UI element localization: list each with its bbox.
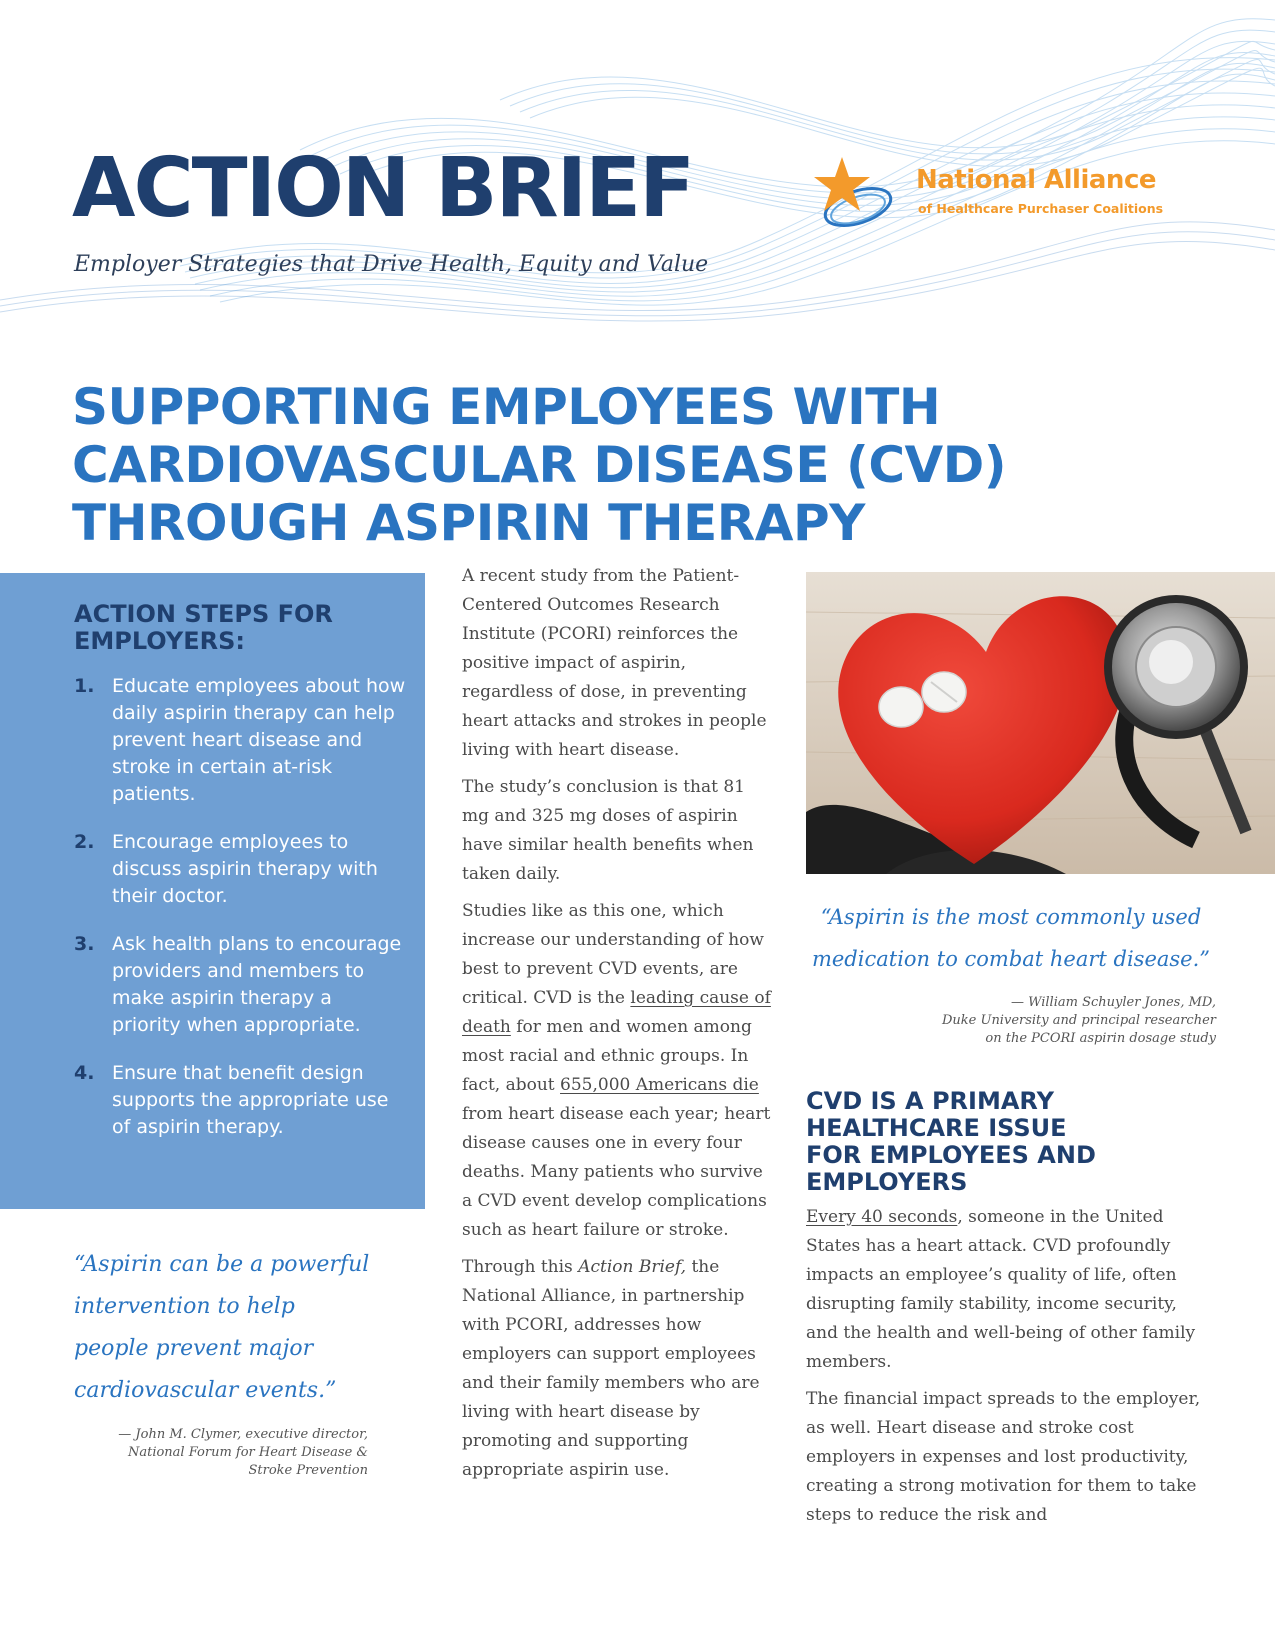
attribution-line: Stroke Prevention [248,1463,368,1478]
quote-line: intervention to help [74,1294,295,1319]
body-column-right [806,1203,1206,1538]
step-number: 3. [74,933,95,955]
pull-quote-text [806,896,1216,980]
quote-line: “Aspirin can be a powerful [74,1252,370,1277]
action-steps-title-line: ACTION STEPS FOR [74,600,333,628]
quote-line: people prevent major [74,1336,314,1361]
action-step [74,931,406,1039]
step-text: Ensure that benefit design supports the appropriate use of aspirin therapy. [112,1062,389,1138]
every-40-seconds-link[interactable]: Every 40 seconds [806,1207,958,1227]
quote-line: cardiovascular events.” [74,1378,337,1403]
action-steps-panel [0,573,425,1209]
text-run: Studies like as this one, which increase our understanding of how best to prevent CVD events, are critical. CVD is the [462,901,764,1008]
body-paragraph: A recent study from the Patient-Centered Outcomes Research Institute (PCORI) reinforces the positive impact of aspirin, regardless of dose, in preventing heart attacks and strokes in people living with heart disease. [462,566,767,760]
step-text: Encourage employees to discuss aspirin therapy with their doctor. [112,831,378,907]
heading-line: CVD IS A PRIMARY [806,1087,1054,1115]
attribution-line: — John M. Clymer, executive director, [118,1427,368,1442]
body-paragraph [806,1203,1206,1377]
heart-stethoscope-photo [806,572,1275,874]
action-step [74,829,406,910]
body-paragraph: The financial impact spreads to the employer, as well. Heart disease and stroke cost employers in expenses and lost productivity, creating a strong motivation for them to take steps to reduce the risk and [806,1389,1201,1525]
heading-line: EMPLOYERS [806,1168,968,1196]
headline-line: CARDIOVASCULAR DISEASE (CVD) [72,436,1007,494]
action-steps-title [74,601,333,655]
logo-subtitle: of Healthcare Purchaser Coalitions [918,201,1164,216]
cvd-issue-heading [806,1088,1206,1196]
brand-subtitle: Employer Strategies that Drive Health, Equity and Value [74,252,709,277]
step-number: 1. [74,675,95,697]
attribution-line: on the PCORI aspirin dosage study [985,1031,1216,1046]
pull-quote-jones [806,896,1216,1048]
text-run: for men and women among most racial and ethnic groups. In fact, about [462,1017,752,1095]
orange-star-swoosh-icon [812,155,896,235]
heading-line: FOR EMPLOYEES AND [806,1141,1096,1169]
headline-line: SUPPORTING EMPLOYEES WITH [72,378,941,436]
brand-title: ACTION BRIEF [72,141,694,236]
action-brief-emphasis: Action Brief, [578,1257,687,1277]
text-run: Through this [462,1257,579,1277]
step-text: Ask health plans to encourage providers and members to make aspirin therapy a priority when appropriate. [112,933,402,1036]
step-number: 2. [74,831,95,853]
body-paragraph [462,1253,772,1485]
headline-line: THROUGH ASPIRIN THERAPY [72,494,865,552]
attribution-line: Duke University and principal researcher [941,1013,1216,1028]
page-headline [72,378,1006,552]
step-text: Educate employees about how daily aspirin therapy can help prevent heart disease and stroke in certain at-risk patients. [112,675,406,805]
pull-quote-attribution [74,1426,394,1480]
logo-name: National Alliance [916,165,1156,195]
quote-line: medication to combat heart disease.” [811,947,1211,971]
pull-quote-attribution [806,994,1216,1048]
body-paragraph: The study’s conclusion is that 81 mg and 325 mg doses of aspirin have similar health benefits when taken daily. [462,777,754,884]
pull-quote-clymer [74,1244,394,1480]
heading-line: HEALTHCARE ISSUE [806,1114,1067,1142]
quote-line: “Aspirin is the most commonly used [820,905,1202,929]
action-step [74,1060,406,1141]
pull-quote-text [74,1244,394,1412]
text-run: from heart disease each year; heart disease causes one in every four deaths. Many patients who survive a CVD event develop complications such as heart failure or stroke. [462,1104,771,1240]
text-run: the National Alliance, in partnership with PCORI, addresses how employers can support employees and their family members who are living with heart disease by promoting and supporting appropriate aspirin use. [462,1257,760,1480]
attribution-line: National Forum for Heart Disease & [127,1445,368,1460]
body-column-middle [462,562,772,1493]
national-alliance-logo [812,155,1202,235]
step-number: 4. [74,1062,95,1084]
text-run: , someone in the United States has a heart attack. CVD profoundly impacts an employee’s quality of life, often disrupting family stability, income security, and the health and well-being of other family members. [806,1207,1196,1372]
leading-cause-link[interactable]: leading cause of death [462,988,771,1037]
body-paragraph [462,897,772,1245]
action-steps-title-line: EMPLOYERS: [74,627,245,655]
action-steps-list [74,673,406,1162]
attribution-line: — William Schuyler Jones, MD, [1010,995,1216,1010]
americans-die-link[interactable]: 655,000 Americans die [560,1075,759,1095]
action-step [74,673,406,808]
